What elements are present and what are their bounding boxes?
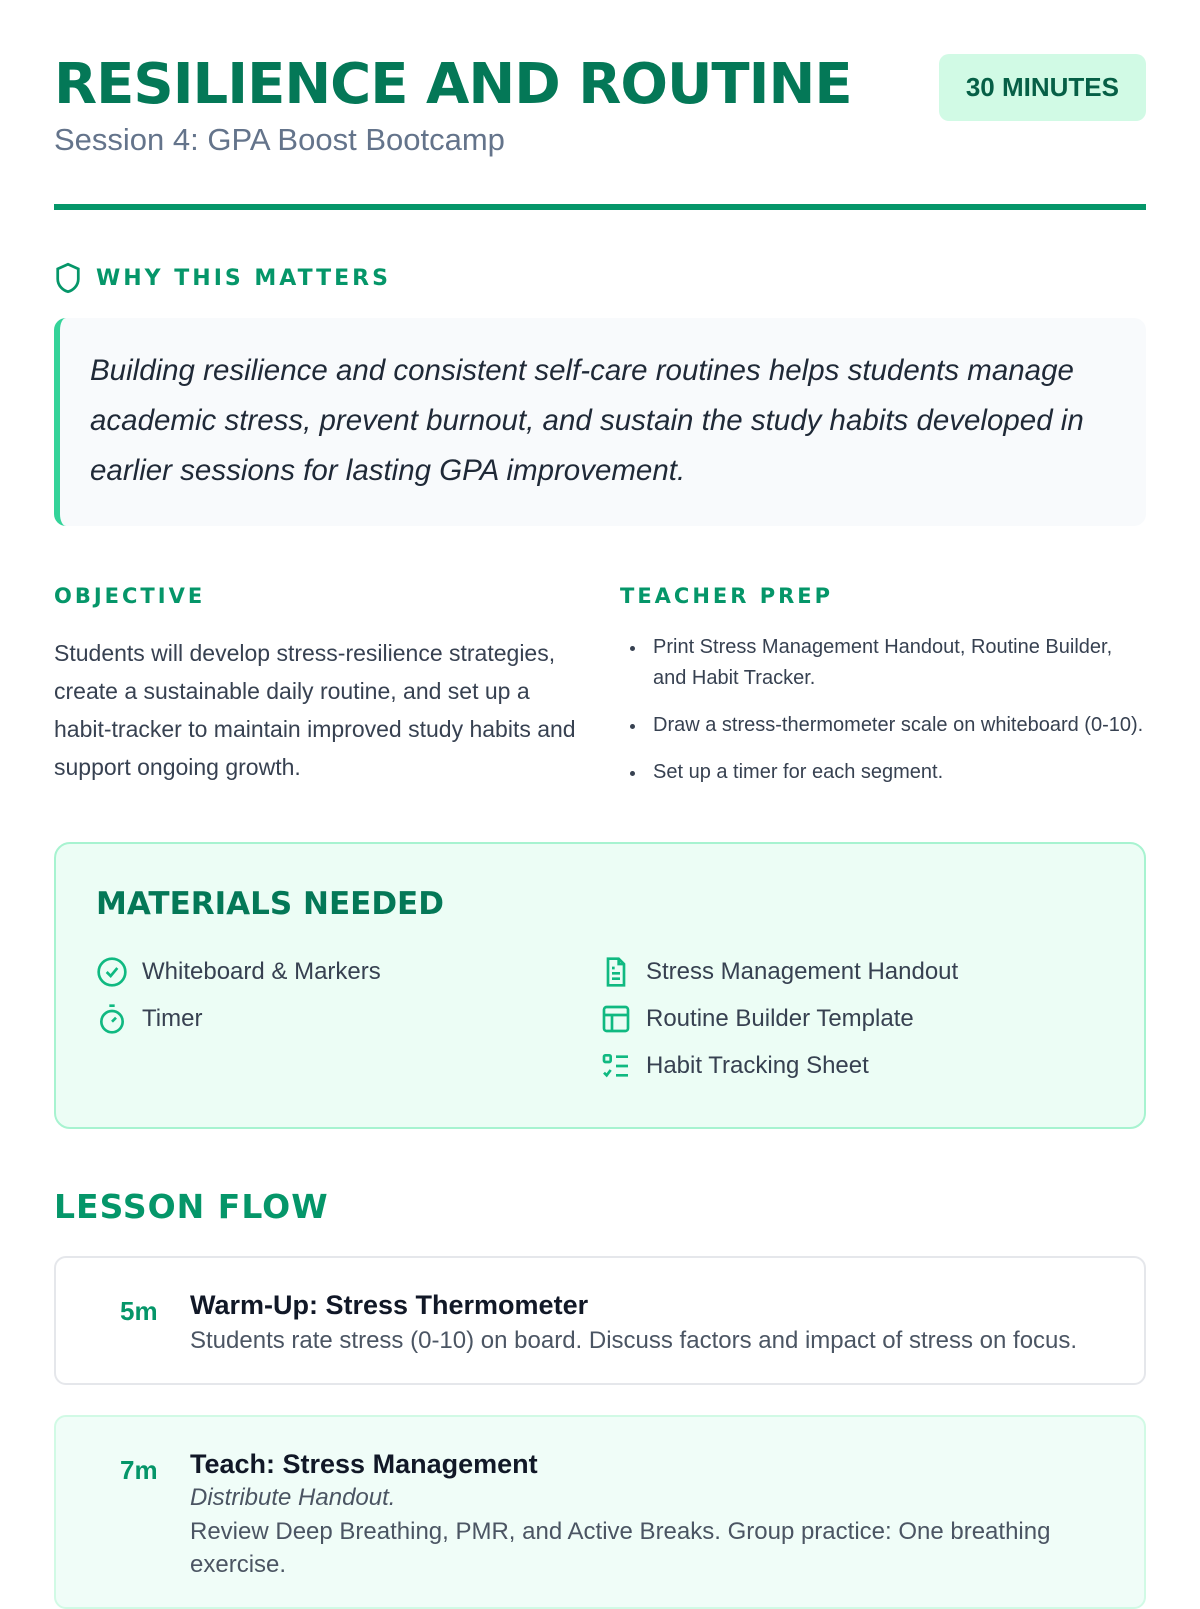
check-circle-icon xyxy=(96,956,128,988)
why-heading xyxy=(54,262,1146,294)
step-title: Warm-Up: Stress Thermometer xyxy=(190,1290,589,1320)
prep-item: Print Stress Management Handout, Routine Builder, and Habit Tracker. xyxy=(620,632,1146,694)
step-note: Distribute Handout. xyxy=(190,1484,396,1511)
prep-item: Draw a stress-thermometer scale on whiteboard (0-10). xyxy=(620,710,1146,741)
why-heading-text: WHY THIS MATTERS xyxy=(96,265,391,291)
page-title: RESILIENCE AND ROUTINE xyxy=(54,52,852,117)
checklist-icon xyxy=(600,1050,632,1082)
teacher-prep-list xyxy=(620,632,1146,788)
material-item: Stress Management Handout xyxy=(600,948,1104,995)
objective-heading: OBJECTIVE xyxy=(54,584,206,608)
document-icon xyxy=(600,956,632,988)
objective-text: Students will develop stress-resilience strategies, create a sustainable daily routine, and set up a habit-tracker to maintain improved study habits and support ongoing growth. xyxy=(54,640,576,780)
stopwatch-icon xyxy=(96,1003,128,1035)
materials-heading: MATERIALS NEEDED xyxy=(96,886,444,922)
why-quote: Building resilience and consistent self-care routines helps students manage academic stress, prevent burnout, and sustain the study habits developed in earlier sessions for lasting GPA improvement. xyxy=(54,318,1146,526)
step-description: Students rate stress (0-10) on board. Discuss factors and impact of stress on focus. xyxy=(190,1327,1078,1354)
teacher-prep-heading: TEACHER PREP xyxy=(620,584,834,608)
step-duration: 7m xyxy=(120,1455,158,1485)
lesson-step xyxy=(54,1256,1146,1385)
teacher-prep-column xyxy=(620,584,1146,804)
layout-icon xyxy=(600,1003,632,1035)
step-duration: 5m xyxy=(120,1296,158,1326)
objective-column xyxy=(54,584,580,804)
objective-prep-section xyxy=(54,584,1146,804)
header-divider xyxy=(54,204,1146,210)
prep-item: Set up a timer for each segment. xyxy=(620,757,1146,788)
material-item: Routine Builder Template xyxy=(600,995,1104,1042)
session-subtitle: Session 4: GPA Boost Bootcamp xyxy=(54,122,505,157)
lesson-flow-heading: LESSON FLOW xyxy=(54,1187,329,1226)
material-item: Whiteboard & Markers xyxy=(96,948,600,995)
shield-icon xyxy=(54,262,82,294)
lesson-step xyxy=(54,1415,1146,1609)
material-item: Habit Tracking Sheet xyxy=(600,1042,1104,1089)
duration-badge: 30 MINUTES xyxy=(939,54,1146,121)
step-description: Review Deep Breathing, PMR, and Active Breaks. Group practice: One breathing exercise. xyxy=(190,1518,1051,1578)
header xyxy=(54,54,1146,158)
step-title: Teach: Stress Management xyxy=(190,1449,538,1479)
material-item: Timer xyxy=(96,995,600,1042)
materials-card xyxy=(54,842,1146,1129)
